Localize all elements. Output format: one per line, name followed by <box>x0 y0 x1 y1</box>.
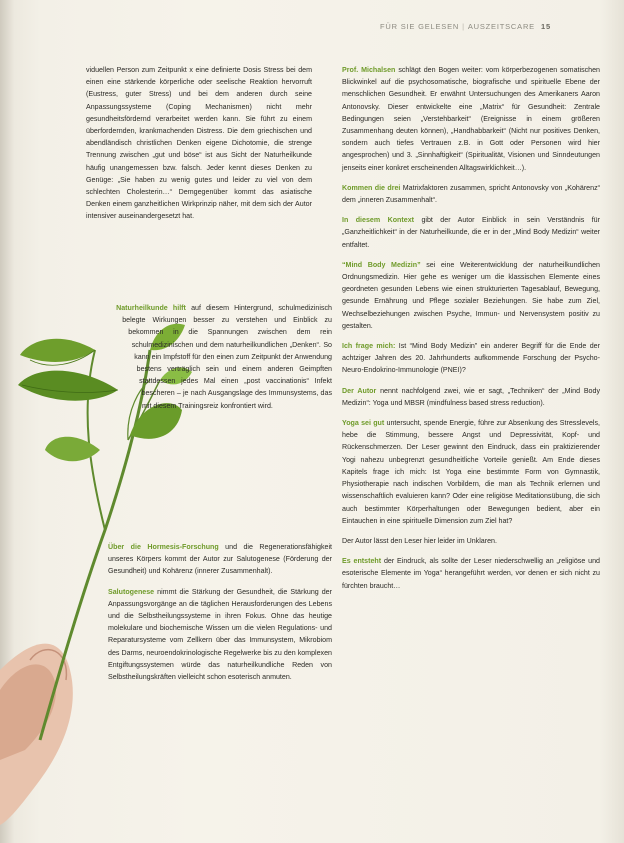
lead-text: Es entsteht <box>342 557 382 566</box>
header-subsection: AUSZEITSCARE <box>467 22 535 31</box>
right-column <box>342 64 600 600</box>
left-column-top <box>86 64 312 231</box>
paragraph: und die Regenerationsfähigkeit unseres Körpers kommt der Autor zur Salutogenese (Förderung der Gesundheit) und Kohärenz (innerer Zusammenhalt). <box>108 543 332 576</box>
running-header: FÜR SIE GELESEN | AUSZEITSCARE 15 <box>380 22 551 31</box>
paragraph: nennt nachfolgend zwei, wie er sagt, „Techniken“ der „Mind Body Medizin“: Yoga und MBSR (mindfulness based stress reduction). <box>342 386 600 407</box>
lead-text: Yoga sei gut <box>342 419 385 428</box>
paragraph: Der Autor lässt den Leser hier leider im Unklaren. <box>342 536 497 545</box>
paragraph: der Eindruck, als sollte der Leser niederschwellig an „religiöse und esoterische Elemente im Yoga“ herangeführt werden, vor denen er sich nicht zu fürchten braucht… <box>342 557 600 590</box>
lead-text: Prof. Michalsen <box>342 66 396 74</box>
page-number: 15 <box>540 22 551 31</box>
paragraph: nimmt die Stärkung der Gesundheit, die Stärkung der Anpassungsvorgänge an die täglichen Herausforderungen des Lebens und die Selbstheilungssysteme in ihren Fokus. Ohne das heutige molekulare und biochemische Wissen um die vielen Regulations- und Reparatursysteme vom Zellkern über das Immunsystem, Mikrobiom des Darms, neuroendokrinologische Regelwerke bis zu den komplexen Entgiftungssystemen würde das naturheilkundliche Reden von Selbstheilungskräften vielleicht schon esoterisch anmuten. <box>108 587 332 682</box>
paragraph: sei eine Weiterentwicklung der naturheilkundlichen Ordnungsmedizin. Hier gehe es weniger um die klassischen Elemente eines geordneten gesunden Lebens wie einen strukturierten Tagesablauf, Bewegung, gesunde Ernährung und Pflege sozialer Beziehungen. Sie habe zum Ziel, Wechselbeziehungen zwischen Psyche, Immun- und Nervensystem positiv zu gestalten. <box>342 260 600 330</box>
paragraph: schlägt den Bogen weiter: vom körperbezogenen somatischen Blickwinkel auf die psychosomatische, biografische und spirituelle Ebene der menschlichen Gesundheit. Er erwähnt Untersuchungen des Amerikaners Aaron Antonovsky. Dieser entwickelte eine „Matrix“ für Gesundheit: Zentrale Bedingungen seien „Verstehbarkeit“ (Ereignisse in einem größeren Zusammenhang deuten können), „Handhabbarkeit“ (Nicht nur positives Denken, sondern auch tiefes Vertrauen z.B. in Gott oder Personen wird hier angesprochen) und 3. „Sinnhaftigkeit“ (Spiritualität, Visionen und Sinndeutungen jenseits einer konkret erscheinenden Alltagswirklichkeit…). <box>342 66 601 172</box>
lead-text: “Mind Body Medizin” <box>342 260 421 269</box>
paragraph: Ist “Mind Body Medizin” ein anderer Begriff für die Ende der achtziger Jahren des 20. Jahrhunderts aufkommende Forschung der Psycho-Neuro-Endokrino-Immunologie (PNEI)? <box>342 342 600 375</box>
lead-text: Naturheilkunde hilft <box>116 304 186 312</box>
lead-text: Salutogenese <box>108 587 155 596</box>
paragraph: gibt der Autor Einblick in sein Verständnis für „Ganzheitlichkeit“ in der Naturheilkunde, die er in der „Mind Body Medizin“ weiter entfaltet. <box>342 216 600 249</box>
paragraph: untersucht, spende Energie, führe zur Absenkung des Stresslevels, hebe die Stimmung, bessere Angst und Depressivität, Kopf- und Rückenschmerzen. Der Leser gewinnt den Eindruck, dass ein praktizierender Yogi nahezu unbegrenzt gesundheitliche Vorteile genießt. Am Ende dieses Kapitels frage ich mich: Ist Yoga eine bestimmte Form von Gymnastik, Physiotherapie nach indischen Vorbildern, die man als Technik erlernen und wissenschaftlich evaluieren kann? Oder eine religiöse Meditationsübung, die sich auch bestimmter Körperhaltungen oder Bewegungen bedient, aber ein Eintauchen in eine spirituelle Dimension zum Ziel hat? <box>342 419 600 525</box>
paragraph: Matrixfaktoren zusammen, spricht Antonovsky von „Kohärenz“ dem „inneren Zusammenhalt“. <box>342 183 600 205</box>
lead-text: Ich frage mich: <box>342 342 396 351</box>
paragraph: viduellen Person zum Zeitpunkt x eine definierte Dosis Stress bei dem einen eine stärkende körperliche oder seelische Reaktion hervorruft (Eustress, guter Stress) und bei dem anderen durch seine Anpassungssysteme (Coping Mechanismen) nicht mehr gesundheitsfördernd verarbeitet werden kann. Sie führt zu einem überfordernden, krankmachenden Distress. Die dem griechischen und abendländisch christlichen Denken eigene Dichotomie, die strenge Trennung zwischen „gut und böse“ ist aus Sicht der Naturheilkunde häufig unangemessen bzw. falsch. Jeder kennt dieses Denken zu Genüge: „Sie haben zu wenig gutes und leider zu viel von dem schlechten Cholesterin…“ Demgegenüber kommt das asiatische Denken einem ganzheitlichen Wirkprinzip näher, mit dem sich der Autor intensiver auseinandergesetzt hat. <box>86 66 312 221</box>
paragraph: auf diesem Hintergrund, schulmedizinisch belegte Wirkungen besser zu verstehen und Einblick zu bekommen in die Spannungen zwischen dem rein schulmedizinischen und dem naturheilkundlichen „Denken“. So kann ein Impfstoff für den einen zum Zeitpunkt der Anwendung bestens verträglich sein und einem anderen Geimpften stattdessen jedes Mal einen „post vaccinationis“ Infekt bescheren – je nach Ausgangslage des Immunsystems, das mit diesem Trainingsreiz konfrontiert wird. <box>122 304 332 410</box>
lead-text: In diesem Kontext <box>342 216 415 225</box>
lead-text: Der Autor <box>342 386 377 395</box>
header-section: FÜR SIE GELESEN <box>380 22 460 31</box>
lead-text: Kommen die drei <box>342 183 401 192</box>
left-column-bottom <box>108 541 332 691</box>
lead-text: Über die Hormesis-Forschung <box>108 543 219 551</box>
left-column-wrap <box>86 302 332 502</box>
